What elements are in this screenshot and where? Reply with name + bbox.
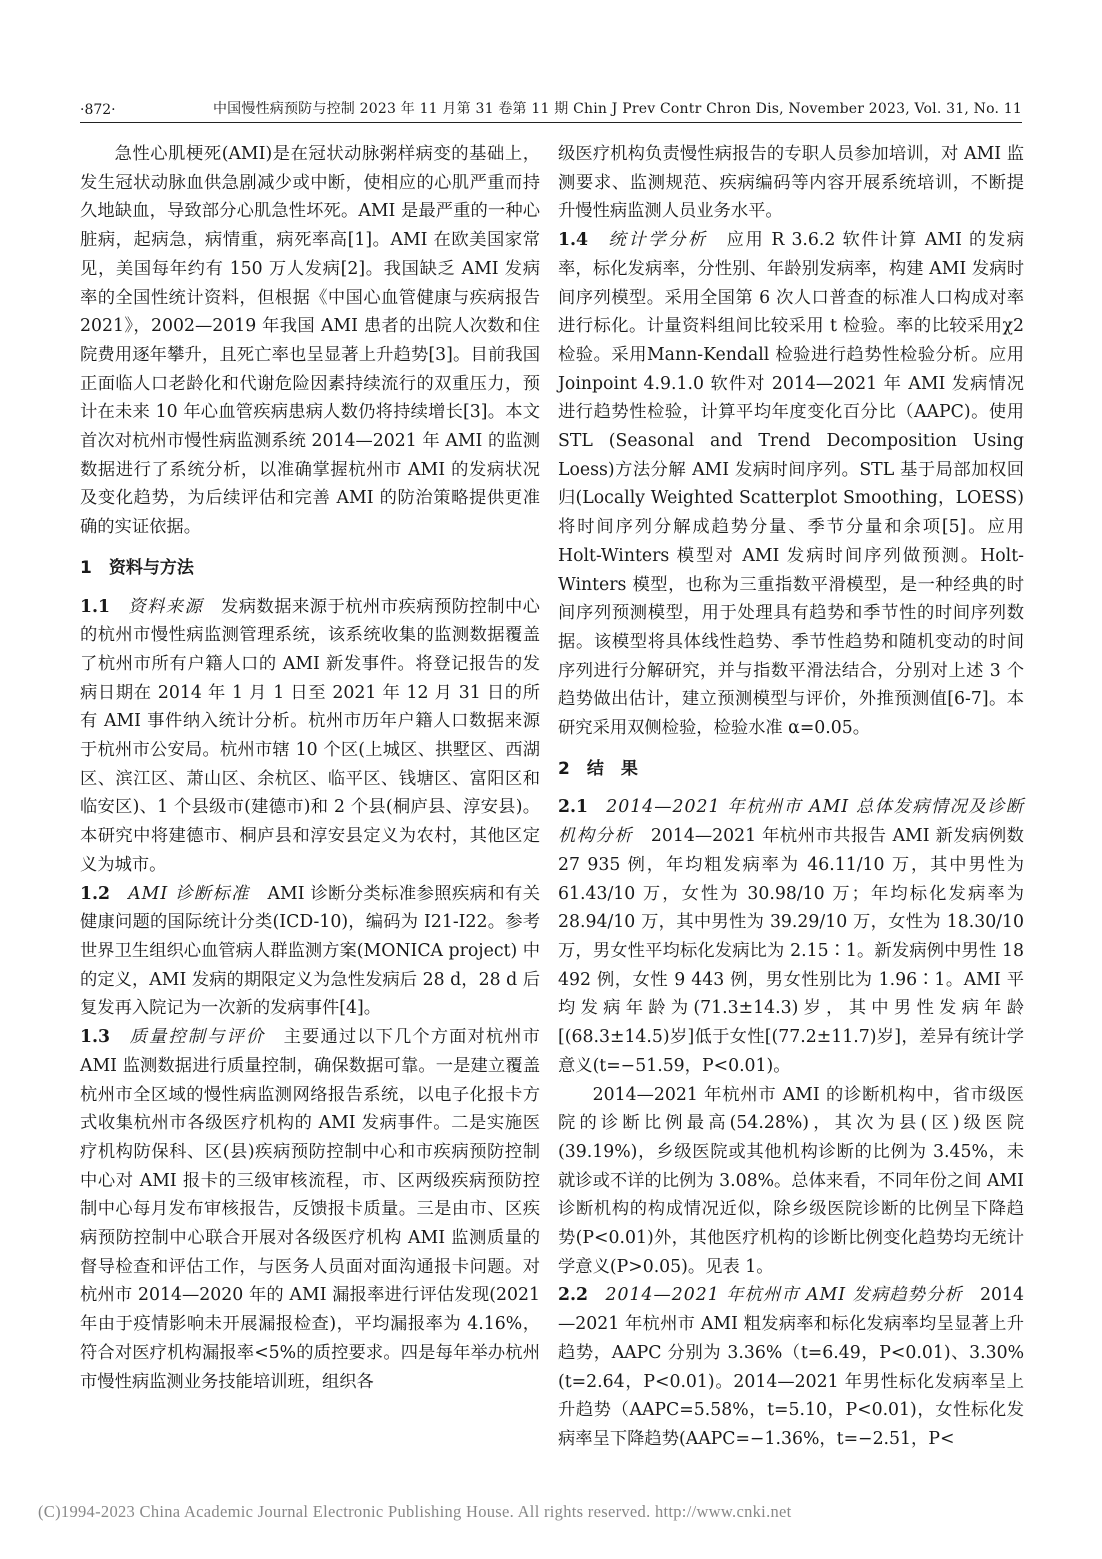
section-title: 资料来源 bbox=[128, 596, 204, 617]
section-number: 2.2 bbox=[558, 1285, 589, 1306]
diagnosis-paragraph: 2014—2021 年杭州市 AMI 的诊断机构中，省市级医院的诊断比例最高(54.28%)，其次为县(区)级医院(39.19%)，乡级医院或其他机构诊断的比例为 3.45%，未就诊或不详的比例为 3.08%。总体来看，不同年份之间 AMI 诊断机构的构成情况近似，除乡级医院诊断的比例呈下降趋势(P<0.01)外，其他医疗机构的诊断比例变化趋势均无统计学意义(P>0.05)。见表 1。 bbox=[558, 1084, 1024, 1277]
section-heading-1: 1 资料与方法 bbox=[80, 557, 194, 578]
section-text: 2014—2021 年杭州市 AMI 粗发病率和标化发病率均呈显著上升趋势，AAPC 分别为 3.36%（t=6.49，P<0.01)、3.30%(t=2.64，P<0.01)。2014—2021 年男性标化发病率呈上升趋势（AAPC=5.58%，t=5.10，P<0.01)，女性标化发病率呈下降趋势(AAPC=−1.36%，t=−2.51，P< bbox=[558, 1285, 1024, 1449]
journal-info: 中国慢性病预防与控制 2023 年 11 月第 31 卷第 11 期 Chin J Prev Contr Chron Dis, November 2023, Vol. 31, No. 11 bbox=[212, 101, 1022, 117]
section-title: 统计学分析 bbox=[608, 230, 708, 251]
section-number: 1.3 bbox=[80, 1027, 111, 1048]
running-header bbox=[80, 92, 1022, 123]
section-text: 应用 R 3.6.2 软件计算 AMI 的发病率，标化发病率，分性别、年龄别发病率，构建 AMI 发病时间序列模型。采用全国第 6 次人口普查的标准人口构成对率进行标化。计量资料组间比较采用 t 检验。率的比较采用χ2 检验。采用Mann-Kendall 检验进行趋势性检验分析。应用 Joinpoint 4.9.1.0 软件对 2014—2021 年 AMI 发病情况进行趋势性检验，计算平均年度变化百分比（AAPC)。使用 STL (Seasonal and Trend Decomposition Using Loess)方法分解 AMI 发病时间序列。STL 基于局部加权回归(Locally Weighted Scatterplot Smoothing，LOESS)将时间序列分解成趋势分量、季节分量和余项[5]。应用 Holt-Winters 模型对 AMI 发病时间序列做预测。Holt-Winters 模型，也称为三重指数平滑模型，是一种经典的时间序列预测模型，用于处理具有趋势和季节性的时间序列数据。该模型将具体线性趋势、季节性趋势和随机变动的时间序列进行分解研究，并与指数平滑法结合，分别对上述 3 个趋势做出估计，建立预测模型与评价，外推预测值[6-7]。本研究采用双侧检验，检验水准 α=0.05。 bbox=[558, 230, 1024, 739]
copyright-footer: (C)1994-2023 China Academic Journal Electronic Publishing House. All rights reserved. http://www.cnki.net bbox=[38, 1502, 792, 1521]
section-title: AMI 诊断标准 bbox=[128, 883, 250, 904]
section-number: 1.1 bbox=[80, 596, 111, 617]
section-1-1 bbox=[80, 593, 540, 880]
section-number: 1.2 bbox=[80, 883, 111, 904]
section-2-1 bbox=[558, 793, 1024, 1080]
left-column bbox=[80, 140, 540, 1396]
page-number: ·872· bbox=[80, 102, 116, 118]
section-text: AMI 诊断分类标准参照疾病和有关健康问题的国际统计分类(ICD-10)，编码为 I21-I22。参考世界卫生组织心血管病人群监测方案(MONICA project) 中的定义，AMI 发病的期限定义为急性发病后 28 d，28 d 后复发再入院记为一次新的发病事件[4]。 bbox=[80, 883, 540, 1019]
section-1-2 bbox=[80, 880, 540, 1024]
section-1-4 bbox=[558, 226, 1024, 743]
section-title: 2014—2021 年杭州市 AMI 总体发病情况及诊断机构分析 bbox=[558, 797, 1024, 847]
section-text: 主要通过以下几个方面对杭州市 AMI 监测数据进行质量控制，确保数据可靠。一是建立覆盖杭州市全区域的慢性病监测网络报告系统，以电子化报卡方式收集杭州市各级医疗机构的 AMI 发病事件。二是实施医疗机构防保科、区(县)疾病预防控制中心和市疾病预防控制中心对 AMI 报卡的三级审核流程，市、区两级疾病预防控制中心每月发布审核报告，反馈报卡质量。三是由市、区疾病预防控制中心联合开展对各级医疗机构 AMI 监测质量的督导检查和评估工作，与医务人员面对面沟通报卡问题。对杭州市 2014—2020 年的 AMI 漏报率进行评估发现(2021 年由于疫情影响未开展漏报检查)，平均漏报率为 4.16%，符合对医疗机构漏报率<5%的质控要求。四是每年举办杭州市慢性病监测业务技能培训班，组织各 bbox=[80, 1027, 540, 1392]
section-title: 质量控制与评价 bbox=[129, 1027, 266, 1048]
section-heading-2: 2 结 果 bbox=[558, 758, 638, 779]
section-number: 1.4 bbox=[558, 230, 589, 251]
right-column bbox=[558, 140, 1024, 1454]
section-title: 2014—2021 年杭州市 AMI 发病趋势分析 bbox=[605, 1285, 963, 1306]
section-text: 发病数据来源于杭州市疾病预防控制中心的杭州市慢性病监测管理系统，该系统收集的监测数据覆盖了杭州市所有户籍人口的 AMI 新发事件。将登记报告的发病日期在 2014 年 1 月 1 日至 2021 年 12 月 31 日的所有 AMI 事件纳入统计分析。杭州市历年户籍人口数据来源于杭州市公安局。杭州市辖 10 个区(上城区、拱墅区、西湖区、滨江区、萧山区、余杭区、临平区、钱塘区、富阳区和临安区)、1 个县级市(建德市)和 2 个县(桐庐县、淳安县)。本研究中将建德市、桐庐县和淳安县定义为农村，其他区定义为城市。 bbox=[80, 596, 540, 875]
section-2-2 bbox=[558, 1281, 1024, 1453]
section-text: 2014—2021 年杭州市共报告 AMI 新发病例数 27 935 例，年均粗发病率为 46.11/10 万，其中男性为 61.43/10 万，女性为 30.98/10 万；年均标化发病率为 28.94/10 万，其中男性为 39.29/10 万，女性为 18.30/10 万，男女性平均标化发病比为 2.15∶1。新发病例中男性 18 492 例，女性 9 443 例，男女性别比为 1.96∶1。AMI 平均发病年龄为(71.3±14.3)岁，其中男性发病年龄[(68.3±14.5)岁]低于女性[(77.2±11.7)岁]，差异有统计学意义(t=−51.59，P<0.01)。 bbox=[558, 826, 1024, 1076]
continued-paragraph: 级医疗机构负责慢性病报告的专职人员参加培训，对 AMI 监测要求、监测规范、疾病编码等内容开展系统培训，不断提升慢性病监测人员业务水平。 bbox=[558, 144, 1024, 222]
section-1-3 bbox=[80, 1023, 540, 1396]
intro-paragraph: 急性心肌梗死(AMI)是在冠状动脉粥样病变的基础上，发生冠状动脉血供急剧减少或中断，使相应的心肌严重而持久地缺血，导致部分心肌急性坏死。AMI 是最严重的一种心脏病，起病急，病情重，病死率高[1]。AMI 在欧美国家常见，美国每年约有 150 万人发病[2]。我国缺乏 AMI 发病率的全国性统计资料，但根据《中国心血管健康与疾病报告 2021》，2002—2019 年我国 AMI 患者的出院人次数和住院费用逐年攀升，且死亡率也呈显著上升趋势[3]。目前我国正面临人口老龄化和代谢危险因素持续流行的双重压力，预计在未来 10 年心血管疾病患病人数仍将持续增长[3]。本文首次对杭州市慢性病监测系统 2014—2021 年 AMI 的监测数据进行了系统分析，以准确掌握杭州市 AMI 的发病状况及变化趋势，为后续评估和完善 AMI 的防治策略提供更准确的实证依据。 bbox=[80, 144, 540, 538]
section-number: 2.1 bbox=[558, 797, 589, 818]
